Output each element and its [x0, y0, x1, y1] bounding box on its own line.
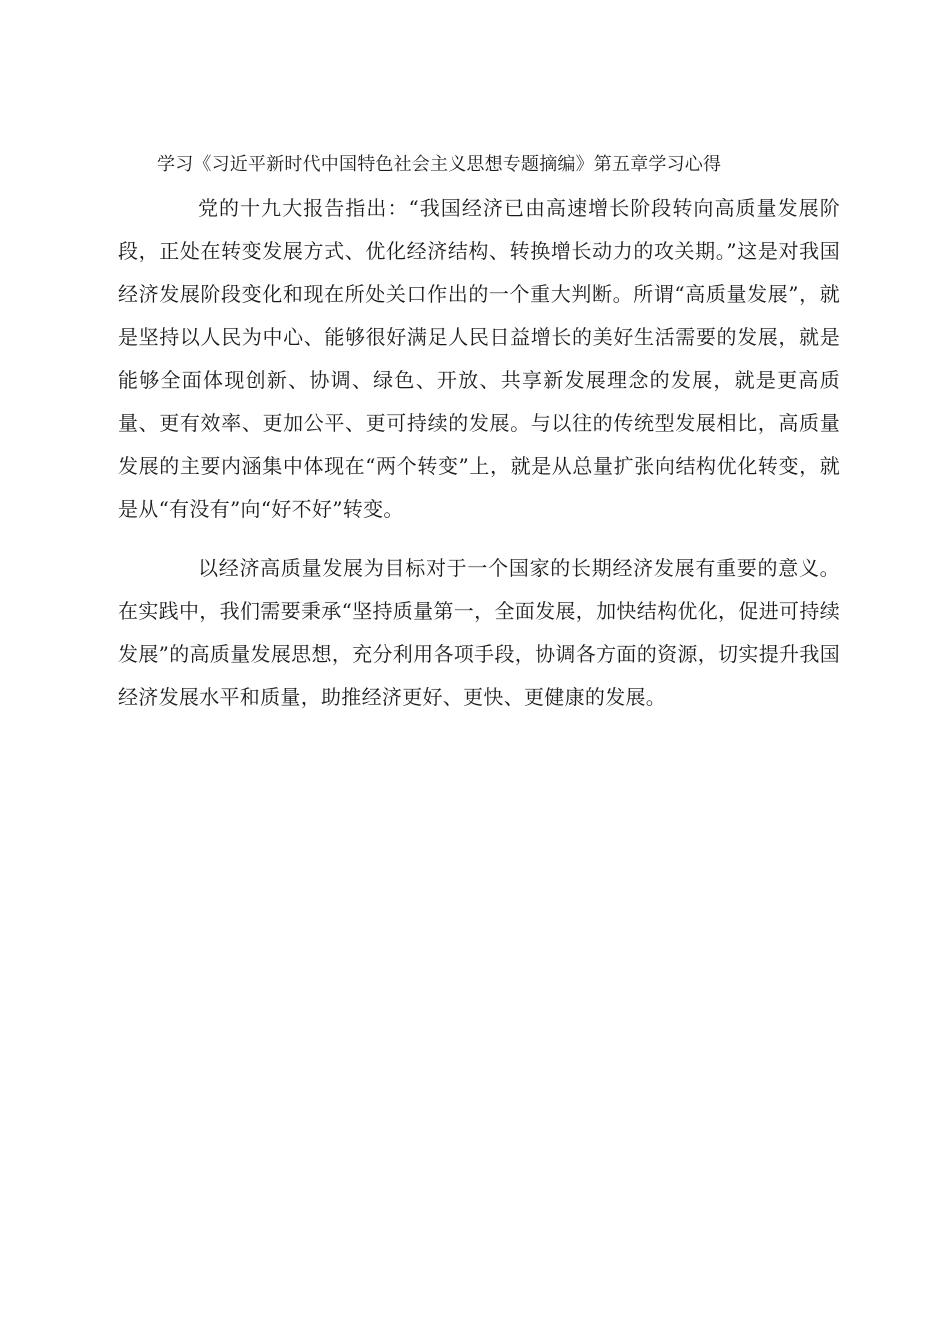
document-title: 学习《习近平新时代中国特色社会主义思想专题摘编》第五章学习心得: [157, 154, 722, 175]
body-paragraph-1: 党的十九大报告指出：“我国经济已由高速增长阶段转向高质量发展阶段，正处在转变发展方式、优化经济结构、转换增长动力的攻关期。”这是对我国经济发展阶段变化和现在所处关口作出的一个重大判断。所谓“高质量发展”，就是坚持以人民为中心、能够很好满足人民日益增长的美好生活需要的发展，就是能够全面体现创新、协调、绿色、开放、共享新发展理念的发展，就是更高质量、更有效率、更加公平、更可持续的发展。与以往的传统型发展相比，高质量发展的主要内涵集中体现在“两个转变”上，就是从总量扩张向结构优化转变，就是从“有没有”向“好不好”转变。: [118, 196, 840, 521]
body-paragraph-2: 以经济高质量发展为目标对于一个国家的长期经济发展有重要的意义。在实践中，我们需要秉承“坚持质量第一，全面发展，加快结构优化，促进可持续发展”的高质量发展思想，充分利用各项手段，协调各方面的资源，切实提升我国经济发展水平和质量，助推经济更好、更快、更健康的发展。: [118, 556, 840, 709]
